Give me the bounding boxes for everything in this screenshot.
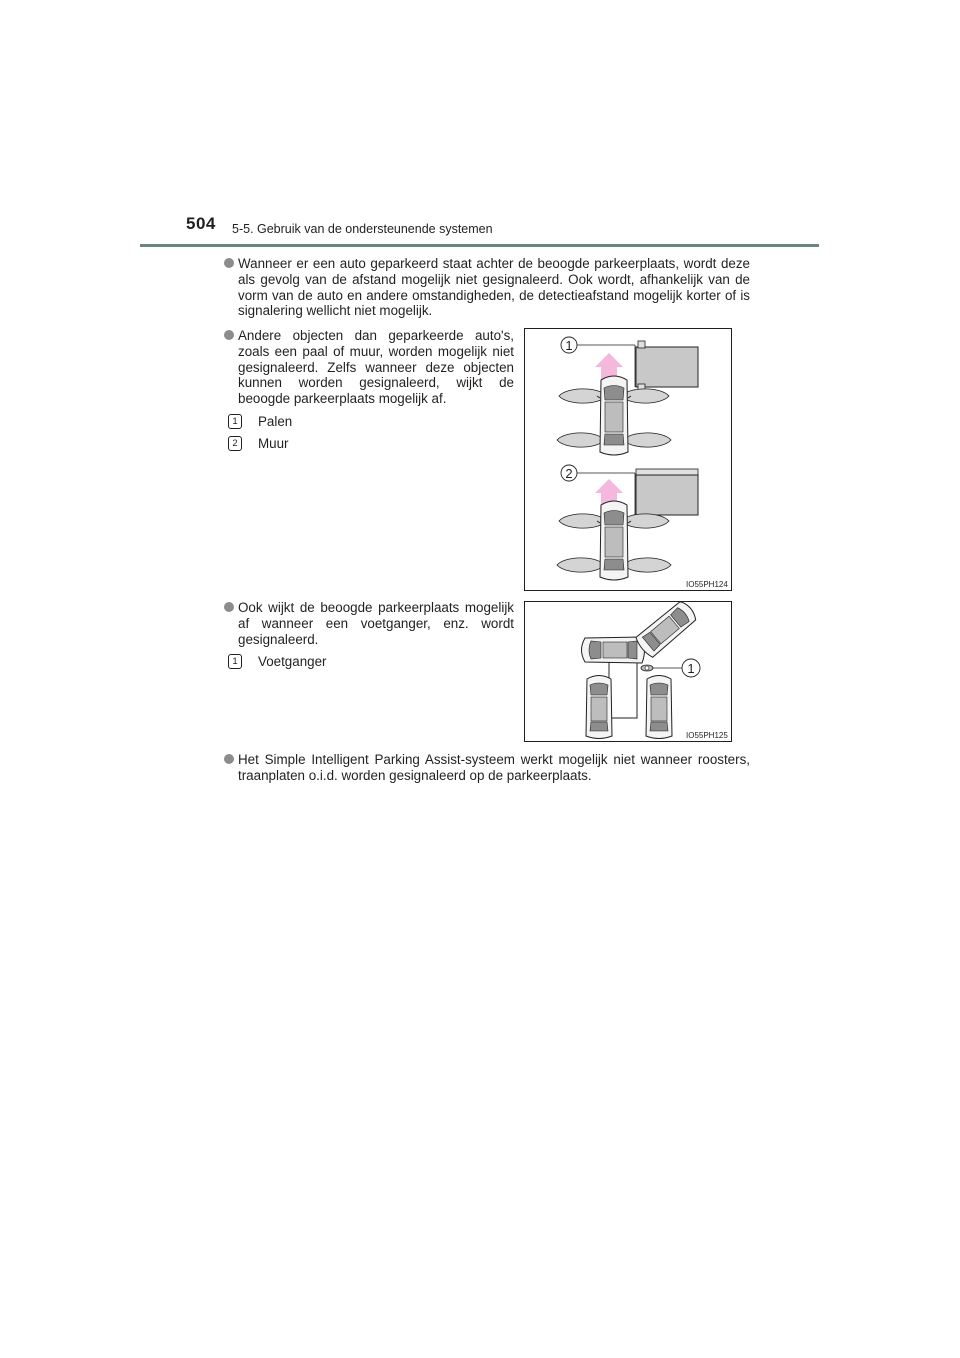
bullet-dot-icon: [224, 754, 234, 764]
bullet-item: [224, 328, 514, 407]
section-title: 5-5. Gebruik van de ondersteunende systemen: [232, 222, 493, 236]
bullet-text: Ook wijkt de beoogde parkeerplaats mogelijk af wanneer een voetganger, enz. wordt gesignaleerd.: [238, 600, 514, 647]
bullet-dot-icon: [224, 258, 234, 268]
legend-label: Voetganger: [258, 654, 327, 669]
figure-poles-wall: [524, 328, 732, 591]
bullet-item: [224, 256, 750, 319]
figure-pedestrian-illustration: [525, 602, 731, 741]
header-rule: [140, 244, 819, 247]
svg-text:1: 1: [687, 661, 695, 676]
bullet-item: [224, 752, 750, 784]
legend-number: 2: [228, 436, 242, 451]
svg-text:2: 2: [565, 466, 573, 481]
bullet-dot-icon: [224, 330, 234, 340]
figure-pedestrian: [524, 601, 732, 742]
legend-number: 1: [228, 414, 242, 429]
page-number: 504: [186, 214, 216, 233]
bullet-item: [224, 600, 514, 647]
svg-text:1: 1: [565, 338, 573, 353]
bullet-text: Andere objecten dan geparkeerde auto's, zoals een paal of muur, worden mogelijk niet gesignaleerd. Zelfs wanneer deze objecten kunnen worden gesignaleerd, wijkt de beoogde parkeerplaats mogelijk af.: [238, 328, 514, 407]
figure-poles-wall-illustration: [525, 329, 731, 590]
bullet-dot-icon: [224, 602, 234, 612]
figure-code: IO55PH124: [686, 580, 728, 589]
legend-label: Palen: [258, 414, 293, 429]
figure-code: IO55PH125: [686, 731, 728, 740]
legend-number: 1: [228, 654, 242, 669]
bullet-text: Het Simple Intelligent Parking Assist-systeem werkt mogelijk niet wanneer roosters, traanplaten o.i.d. worden gesignaleerd op de parkeerplaats.: [238, 752, 750, 783]
legend-label: Muur: [258, 436, 289, 451]
bullet-text: Wanneer er een auto geparkeerd staat achter de beoogde parkeerplaats, wordt deze als gevolg van de afstand mogelijk niet gesignaleerd. Ook wordt, afhankelijk van de vorm van de auto en andere omstandigheden, de detectieafstand mogelijk korter of is signalering wellicht niet mogelijk.: [238, 256, 750, 319]
